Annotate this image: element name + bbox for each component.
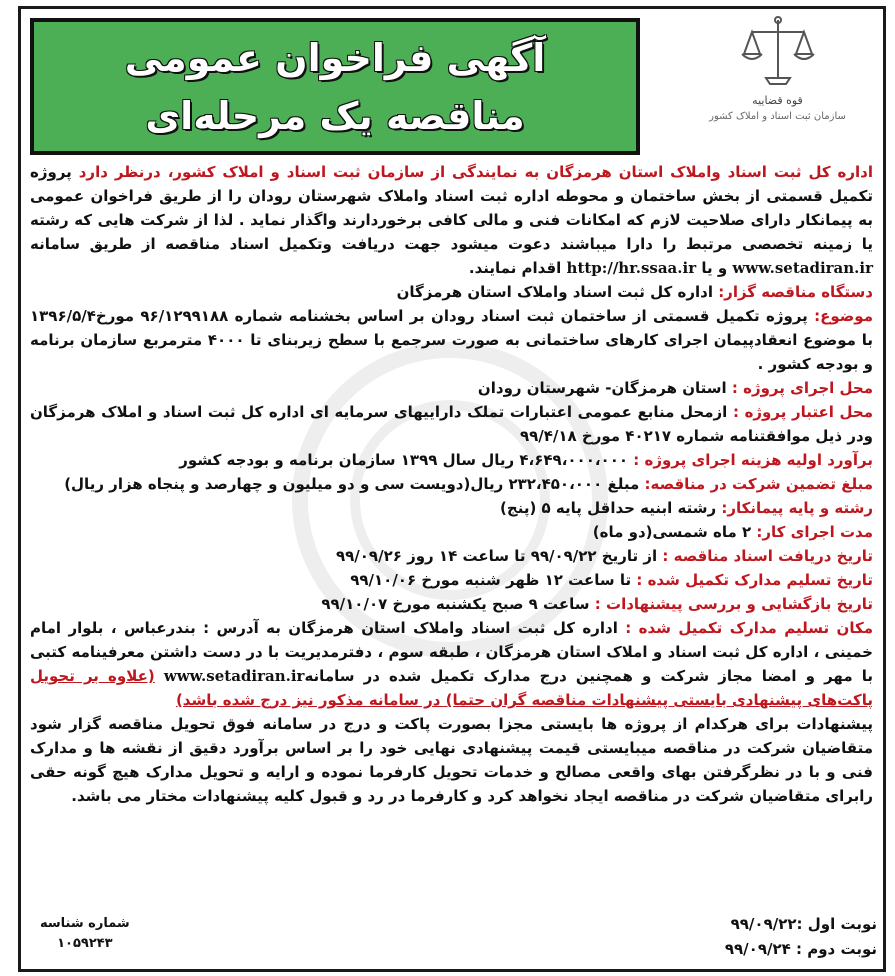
field-estimate — [30, 448, 873, 472]
field-label: تاریخ بازگشایی و بررسی پیشنهادات : — [594, 595, 873, 613]
field-label: برآورد اولیه هزینه اجرای پروژه : — [633, 451, 873, 469]
field-label: تاریخ تسلیم مدارک تکمیل شده : — [636, 571, 873, 589]
field-label: دستگاه مناقصه گزار: — [718, 283, 873, 301]
ad-id-value: ۱۰۵۹۲۴۳ — [57, 936, 113, 951]
setadiran-link[interactable]: www.setadiran.ir — [732, 259, 873, 277]
field-label: موضوع: — [814, 307, 873, 325]
field-value: ۴،۶۴۹،۰۰۰،۰۰۰ ریال سال ۱۳۹۹ سازمان برنامه و بودجه کشور — [179, 451, 634, 469]
intro-highlight: اداره کل ثبت اسناد واملاک استان هرمزگان به نمایندگی از سازمان ثبت اسناد و املاک کشور، درنظر دارد — [78, 163, 873, 181]
intro-text-3: اقدام نمایند. — [468, 259, 567, 277]
scales-of-justice-icon — [738, 12, 818, 92]
field-label: محل اعتبار پروژه : — [732, 403, 873, 421]
field-value: ازمحل منابع عمومی اعتبارات تملک داراییهای سرمایه ای اداره کل ثبت اسناد و املاک هرمزگان ودر ذیل موافقتنامه شماره ۴۰۲۱۷ مورخ ۹۹/۴/۱۸ — [30, 403, 873, 445]
field-guarantee — [30, 472, 873, 496]
field-value: رشته ابنیه حداقل پایه ۵ (پنج) — [500, 499, 722, 517]
field-contractor-grade — [30, 496, 873, 520]
field-label: مدت اجرای کار: — [756, 523, 873, 541]
closing-paragraph: پیشنهادات برای هرکدام از پروژه ها بایستی مجزا بصورت پاکت و درج در سامانه فوق تحویل مناقصه گزار شود متقاضیان شرکت در مناقصه میبایستی قیمت پیشنهادی نهایی خود را بر اساس برآورد دقیق از نقشه ها و مدارک فنی و با در نظرگرفتن بهای واقعی مصالح و خدمات تحویل کارفرما نموده و ارایه و تحویل مدارک هیچ گونه حقی رابرای متقاضیان شرکت در مناقصه ایجاد نخواهد کرد و کارفرما در رد و قبول کلیه پیشنهادات مختار می باشد. — [30, 715, 873, 805]
notice-body — [30, 160, 873, 960]
field-value: مبلغ ۲۳۲،۴۵۰،۰۰۰ ریال(دویست سی و دو میلیون و چهارصد و پنجاه هزار ریال) — [64, 475, 645, 493]
field-organizer — [30, 280, 873, 304]
title-line-2: مناقصه یک مرحله‌ای — [145, 93, 525, 138]
field-location — [30, 376, 873, 400]
field-label: رشته و پایه پیمانکار: — [721, 499, 873, 517]
intro-paragraph — [30, 160, 873, 280]
setadiran-link[interactable]: www.setadiran.ir — [163, 667, 305, 685]
delivery-note: (علاوه بر تحویل پاکت‌های پیشنهادی بایستی پیشنهادات مناقصه گران حتما) در سامانه مذکور نیز درج شده باشد) — [30, 667, 873, 709]
field-value: ساعت ۹ صبح یکشنبه مورخ ۹۹/۱۰/۰۷ — [321, 595, 595, 613]
ad-id — [40, 914, 130, 954]
publication-second: نوبت دوم : ۹۹/۰۹/۲۴ — [724, 940, 877, 958]
field-value: اداره کل ثبت اسناد واملاک استان هرمزگان — [396, 283, 719, 301]
field-label: تاریخ دریافت اسناد مناقصه : — [662, 547, 873, 565]
field-value: پروژه تکمیل قسمتی از ساختمان ثبت اسناد رودان بر اساس بخشنامه شماره ۹۶/۱۲۹۹۱۸۸ مورخ۱۳۹۶/۵/۴ با موضوع انعقادپیمان اجرای کارهای ساختمانی به صورت سرجمع با سطح زیربنای تا ۴۰۰۰ مترمربع سازمان برنامه و بودجه کشور . — [30, 307, 873, 373]
intro-text-1: پروژه تکمیل قسمتی از بخش ساختمان و محوطه اداره ثبت اسناد واملاک شهرستان رودان را از طریق فراخوان عمومی به پیمانکار دارای صلاحیت لازم که امکانات فنی و مالی کافی برخوردارند واگذار نماید . لذا از شرکت هایی که رشته یا زمینه تخصصی مرتبط را دارا میباشند دعوت میشود جهت دریافت وتکمیل اسناد مناقصه از طریق سامانه — [30, 163, 873, 253]
emblem-caption: قوه قضاییه — [752, 94, 803, 107]
field-value: اداره کل ثبت اسناد واملاک استان هرمزگان به آدرس : بندرعباس ، بلوار امام خمینی ، اداره کل ثبت اسناد و املاک استان هرمزگان ، طبقه سوم ، دفترمدیریت با در دست داشتن معرفینامه کتبی با مهر و امضا مجاز شرکت و همچنین درج مدارک تکمیل شده در سامانه — [30, 619, 873, 685]
field-value: تا ساعت ۱۲ ظهر شنبه مورخ ۹۹/۱۰/۰۶ — [350, 571, 637, 589]
field-label: محل اجرای پروژه : — [731, 379, 873, 397]
field-doc-receipt-date — [30, 544, 873, 568]
field-duration — [30, 520, 873, 544]
field-value: ۲ ماه شمسی(دو ماه) — [592, 523, 757, 541]
field-value: استان هرمزگان- شهرستان رودان — [477, 379, 732, 397]
field-funding — [30, 400, 873, 448]
field-delivery-place — [30, 616, 873, 712]
title-banner — [30, 18, 640, 155]
publication-dates — [725, 912, 877, 962]
ad-id-label: شماره شناسه — [40, 916, 130, 931]
field-label: مکان تسلیم مدارک تکمیل شده : — [625, 619, 873, 637]
field-opening-date — [30, 592, 873, 616]
field-submission-date — [30, 568, 873, 592]
field-subject — [30, 304, 873, 376]
judiciary-emblem — [680, 12, 875, 162]
publication-first: نوبت اول :۹۹/۰۹/۲۲ — [730, 915, 877, 933]
title-line-1: آگهی فراخوان عمومی — [124, 35, 546, 80]
field-value: از تاریخ ۹۹/۰۹/۲۲ تا ساعت ۱۴ روز ۹۹/۰۹/۲۶ — [335, 547, 663, 565]
intro-text-2: و یا — [696, 259, 733, 277]
hr-ssaa-link[interactable]: http://hr.ssaa.ir — [566, 259, 697, 277]
emblem-subcaption: سازمان ثبت اسناد و املاک کشور — [709, 111, 846, 122]
field-label: مبلغ تضمین شرکت در مناقصه: — [644, 475, 873, 493]
